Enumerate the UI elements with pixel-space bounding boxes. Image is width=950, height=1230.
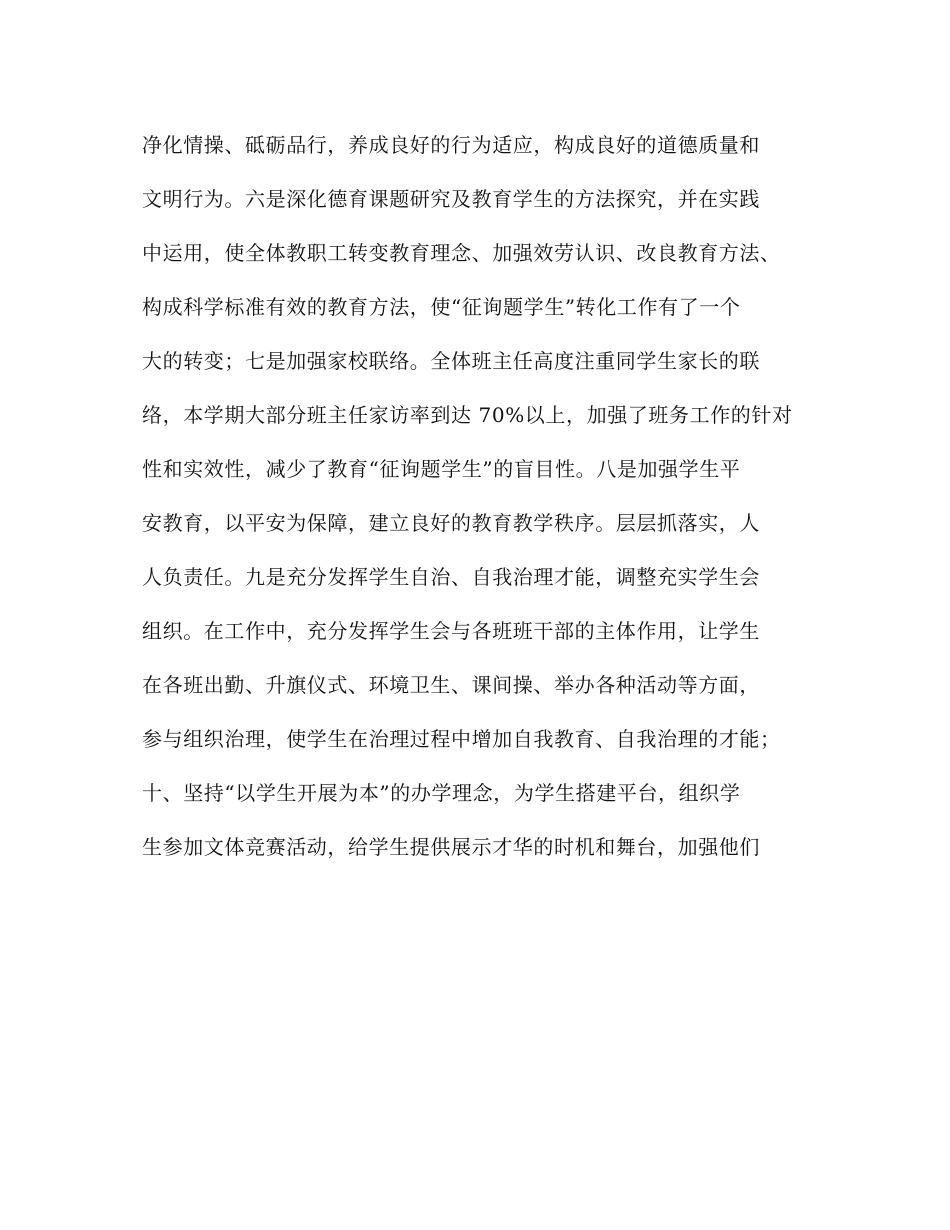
text-line: 生参加文体竞赛活动，给学生提供展示才华的时机和舞台，加强他们	[142, 835, 760, 859]
text-line: 安教育，以平安为保障，建立良好的教育教学秩序。层层抓落实，人	[142, 511, 760, 535]
text-line: 络，本学期大部分班主任家访率到达 70%以上，加强了班务工作的针对	[142, 403, 793, 427]
text-line: 人负责任。九是充分发挥学生自治、自我治理才能，调整充实学生会	[142, 565, 760, 589]
text-line: 在各班出勤、升旗仪式、环境卫生、课间操、举办各种活动等方面，	[142, 673, 760, 697]
text-line: 大的转变；七是加强家校联络。全体班主任高度注重同学生家长的联	[142, 349, 760, 373]
text-line: 净化情操、砥砺品行，养成良好的行为适应，构成良好的道德质量和	[142, 133, 760, 157]
text-line: 十、坚持“以学生开展为本”的办学理念，为学生搭建平台，组织学	[142, 781, 741, 805]
text-line: 中运用，使全体教职工转变教育理念、加强效劳认识、改良教育方法、	[142, 241, 781, 265]
text-line: 性和实效性，减少了教育“征询题学生”的盲目性。八是加强学生平	[142, 457, 741, 481]
text-line: 构成科学标准有效的教育方法，使“征询题学生”转化工作有了一个	[142, 295, 741, 319]
body-text	[142, 118, 822, 874]
text-line: 文明行为。六是深化德育课题研究及教育学生的方法探究，并在实践	[142, 187, 760, 211]
text-line: 参与组织治理，使学生在治理过程中增加自我教育、自我治理的才能；	[142, 727, 781, 751]
text-line: 组织。在工作中，充分发挥学生会与各班班干部的主体作用，让学生	[142, 619, 760, 643]
